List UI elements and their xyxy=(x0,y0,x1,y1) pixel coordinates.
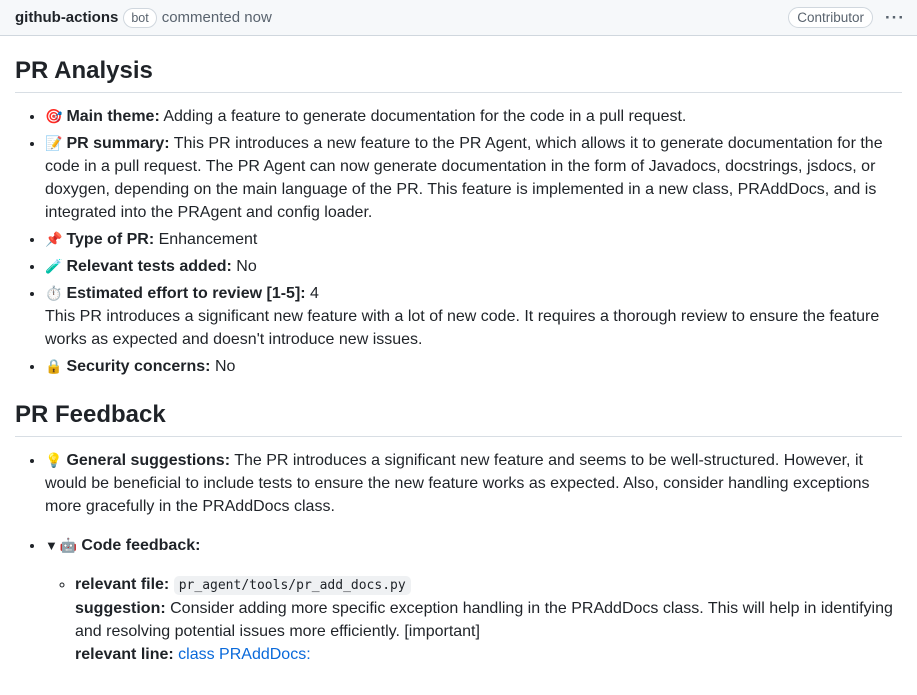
relevant-line-link[interactable]: class PRAddDocs: xyxy=(178,646,311,663)
target-icon: 🎯 xyxy=(45,108,63,124)
contributor-badge: Contributor xyxy=(788,7,873,28)
analysis-list xyxy=(15,105,902,378)
list-item-effort: • ⏱️ Estimated effort to review [1-5]: 4 This PR introduces a significant new feature with a lot of new code. It requires a thorough review to ensure the feature works as expected and doesn't introduce new issues. xyxy=(45,282,902,351)
list-item-pr-summary: • 📝 PR summary: This PR introduces a new feature to the PR Agent, which allows it to generate documentation for the code in a pull request. The PR Agent can now generate documentation in the form of Javadocs, docstrings, jsdocs, or doxygen, depending on the main language of the PR. This feature is implemented in a new class, PRAddDocs, and is integrated into the PRAgent and config loader. xyxy=(45,132,902,224)
list-item-code-feedback xyxy=(45,534,902,666)
code-feedback-list xyxy=(45,573,902,666)
robot-icon: 🤖 xyxy=(59,537,78,553)
list-item-general-suggestions: • 💡 General suggestions: The PR introduces a significant new feature and seems to be well-structured. However, it would be beneficial to include tests to ensure the new feature works as expected. Also, consider handling exceptions more gracefully in the PRAddDocs class. xyxy=(45,449,902,518)
list-item-type-of-pr: • 📌 Type of PR: Enhancement xyxy=(45,228,902,251)
list-item-main-theme: • 🎯 Main theme: Adding a feature to generate documentation for the code in a pull request. xyxy=(45,105,902,128)
effort-explanation: This PR introduces a significant new feature with a lot of new code. It requires a thorough review to ensure the feature works as expected and doesn't introduce new issues. xyxy=(45,308,880,348)
memo-icon: 📝 xyxy=(45,135,63,151)
code-feedback-toggle[interactable]: ▼ 🤖 Code feedback: xyxy=(45,537,201,554)
stopwatch-icon: ⏱️ xyxy=(45,285,63,301)
pr-analysis-heading: PR Analysis xyxy=(15,56,902,93)
author-link[interactable]: github-actions xyxy=(15,9,119,26)
bot-badge: bot xyxy=(123,8,156,28)
comment-timestamp[interactable]: commented now xyxy=(161,9,272,26)
comment-header xyxy=(0,0,917,36)
caret-down-icon: ▼ xyxy=(45,538,58,553)
suggestion-text: Consider adding more specific exception handling in the PRAddDocs class. This will help in identifying and resolving potential issues more efficiently. [important] xyxy=(75,600,893,640)
code-feedback-item: ◦ relevant file: pr_agent/tools/pr_add_docs.py suggestion: Consider adding more specific exception handling in the PRAddDocs class. This will help in identifying and resolving potential issues more efficiently. [important] relevant line: class PRAddDocs: xyxy=(75,573,902,666)
test-tube-icon: 🧪 xyxy=(45,258,63,274)
pr-feedback-heading: PR Feedback xyxy=(15,400,902,437)
list-item-security: • 🔒 Security concerns: No xyxy=(45,355,902,378)
lightbulb-icon: 💡 xyxy=(45,452,63,468)
feedback-list xyxy=(15,449,902,666)
lock-icon: 🔒 xyxy=(45,358,63,374)
comment-body xyxy=(0,56,917,666)
more-options-icon[interactable]: ··· xyxy=(885,7,905,27)
relevant-file-path: pr_agent/tools/pr_add_docs.py xyxy=(174,576,411,595)
pushpin-icon: 📌 xyxy=(45,231,63,247)
list-item-tests-added: • 🧪 Relevant tests added: No xyxy=(45,255,902,278)
